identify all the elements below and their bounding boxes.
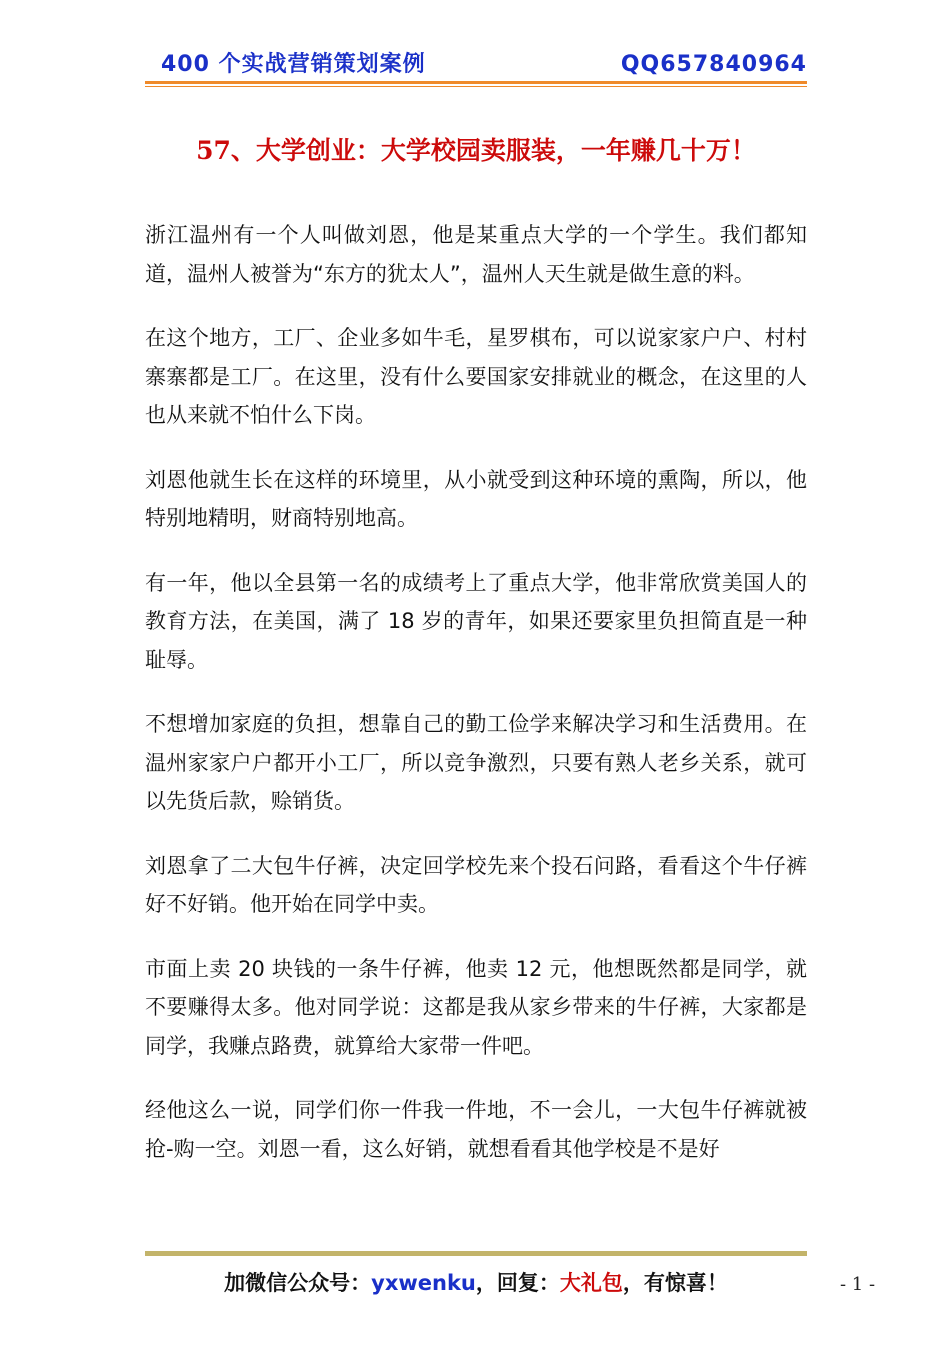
header-series-title: 400 个实战营销策划案例 — [161, 52, 426, 77]
paragraph: 在这个地方，工厂、企业多如牛毛，星罗棋布，可以说家家户户、村村寨寨都是工厂。在这里，没有什么要国家安排就业的概念，在这里的人也从来就不怕什么下岗。 — [145, 326, 807, 427]
paragraph: 经他这么一说，同学们你一件我一件地，不一会儿，一大包牛仔裤就被抢-购一空。刘恩一看，这么好销，就想看看其他学校是不是好 — [145, 1098, 807, 1161]
paragraph: 有一年，他以全县第一名的成绩考上了重点大学，他非常欣赏美国人的教育方法，在美国，满了 18 岁的青年，如果还要家里负担简直是一种耻辱。 — [145, 570, 807, 672]
article-title: 57、大学创业：大学校园卖服装，一年赚几十万！ — [196, 136, 756, 165]
paragraph: 不想增加家庭的负担，想靠自己的勤工俭学来解决学习和生活费用。在温州家家户户都开小工厂，所以竞争激烈，只要有熟人老乡关系，就可以先货后款，赊销货。 — [145, 712, 807, 813]
footer-rule — [145, 1251, 807, 1256]
paragraph: 市面上卖 20 块钱的一条牛仔裤，他卖 12 元，他想既然都是同学，就不要赚得太多。他对同学说：这都是我从家乡带来的牛仔裤，大家都是同学，我赚点路费，就算给大家带一件吧。 — [145, 956, 807, 1058]
footer-keyword: 大礼包 — [559, 1271, 623, 1295]
header-rule-thin — [145, 86, 807, 87]
header-rule-thick — [145, 81, 807, 84]
footer-account: yxwenku — [371, 1271, 476, 1295]
page-number: - 1 - — [840, 1274, 876, 1295]
page-footer — [145, 1268, 807, 1298]
footer-suffix: ，有惊喜！ — [622, 1271, 728, 1295]
article-body — [145, 216, 807, 1194]
paragraph: 浙江温州有一个人叫做刘恩，他是某重点大学的一个学生。我们都知道，温州人被誉为“东方的犹太人”，温州人天生就是做生意的料。 — [145, 223, 807, 286]
footer-middle: ，回复： — [475, 1271, 560, 1295]
header-qq-number: QQ657840964 — [620, 52, 807, 77]
paragraph: 刘恩他就生长在这样的环境里，从小就受到这种环境的熏陶，所以，他特别地精明，财商特别地高。 — [145, 467, 807, 530]
footer-prefix: 加微信公众号： — [224, 1271, 372, 1295]
paragraph: 刘恩拿了二大包牛仔裤，决定回学校先来个投石问路，看看这个牛仔裤好不好销。他开始在同学中卖。 — [145, 853, 807, 916]
page-header — [145, 50, 807, 82]
